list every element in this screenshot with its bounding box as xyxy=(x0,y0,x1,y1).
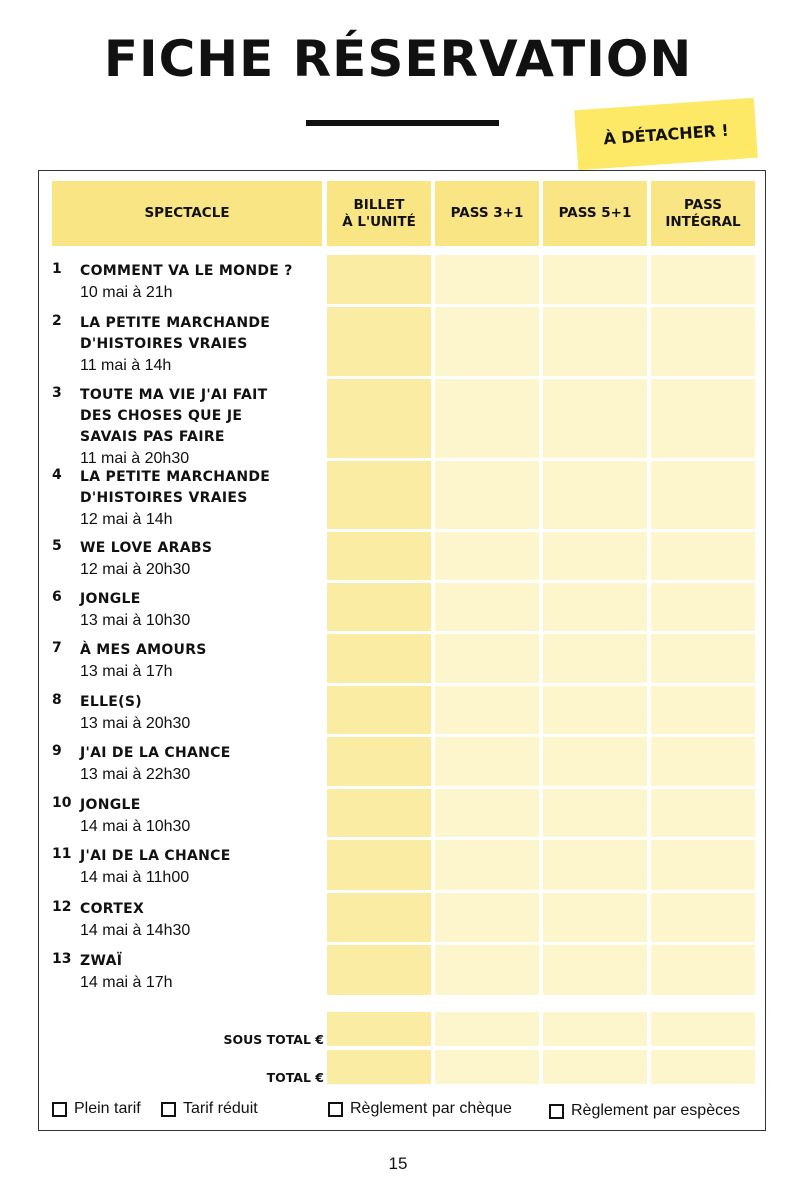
ticket-entry-cell[interactable] xyxy=(327,686,431,734)
show-number: 11 xyxy=(52,846,72,862)
ticket-entry-cell[interactable] xyxy=(327,737,431,786)
show-title: JONGLE xyxy=(80,797,141,813)
ticket-entry-cell[interactable] xyxy=(543,686,647,734)
ticket-entry-cell[interactable] xyxy=(435,461,539,529)
show-date: 10 mai à 21h xyxy=(80,284,173,301)
column-header: BILLET À L'UNITÉ xyxy=(327,181,431,246)
option-label: Plein tarif xyxy=(74,1100,141,1117)
page-title: FICHE RÉSERVATION xyxy=(103,30,693,88)
show-title: CORTEX xyxy=(80,901,145,917)
show-number: 13 xyxy=(52,951,72,967)
ticket-entry-cell[interactable] xyxy=(327,634,431,683)
ticket-entry-cell[interactable] xyxy=(543,532,647,580)
ticket-entry-cell[interactable] xyxy=(651,840,755,890)
show-date: 14 mai à 10h30 xyxy=(80,818,191,835)
ticket-entry-cell[interactable] xyxy=(543,461,647,529)
checkbox-icon[interactable] xyxy=(161,1102,176,1117)
ticket-entry-cell[interactable] xyxy=(543,945,647,995)
detach-tag: À DÉTACHER ! xyxy=(574,98,758,170)
ticket-entry-cell[interactable] xyxy=(435,307,539,376)
show-number: 12 xyxy=(52,899,72,915)
ticket-entry-cell[interactable] xyxy=(327,532,431,580)
show-date: 14 mai à 17h xyxy=(80,974,173,991)
show-number: 5 xyxy=(52,538,62,554)
show-date: 12 mai à 14h xyxy=(80,511,173,528)
ticket-entry-cell[interactable] xyxy=(543,737,647,786)
show-number: 9 xyxy=(52,743,62,759)
show-title: JONGLE xyxy=(80,591,141,607)
show-date: 13 mai à 10h30 xyxy=(80,612,191,629)
ticket-entry-cell[interactable] xyxy=(435,893,539,942)
ticket-entry-cell[interactable] xyxy=(435,532,539,580)
total-label: TOTAL € xyxy=(266,1070,324,1085)
checkbox-icon[interactable] xyxy=(328,1102,343,1117)
show-date: 12 mai à 20h30 xyxy=(80,561,191,578)
show-number: 4 xyxy=(52,467,62,483)
ticket-entry-cell[interactable] xyxy=(327,893,431,942)
show-number: 1 xyxy=(52,261,62,277)
total-entry-cell[interactable] xyxy=(651,1012,755,1046)
ticket-entry-cell[interactable] xyxy=(327,840,431,890)
ticket-entry-cell[interactable] xyxy=(651,532,755,580)
show-title: LA PETITE MARCHANDE D'HISTOIRES VRAIES xyxy=(80,469,271,506)
show-date: 11 mai à 14h xyxy=(80,357,172,374)
ticket-entry-cell[interactable] xyxy=(651,255,755,304)
ticket-entry-cell[interactable] xyxy=(543,840,647,890)
column-header: PASS INTÉGRAL xyxy=(651,181,755,246)
ticket-entry-cell[interactable] xyxy=(435,789,539,837)
ticket-entry-cell[interactable] xyxy=(327,461,431,529)
ticket-entry-cell[interactable] xyxy=(327,307,431,376)
show-number: 3 xyxy=(52,385,62,401)
ticket-entry-cell[interactable] xyxy=(651,737,755,786)
column-header: PASS 5+1 xyxy=(543,181,647,246)
show-date: 13 mai à 20h30 xyxy=(80,715,191,732)
ticket-entry-cell[interactable] xyxy=(435,945,539,995)
total-entry-cell[interactable] xyxy=(435,1012,539,1046)
ticket-entry-cell[interactable] xyxy=(327,255,431,304)
option-tarif-reduit[interactable] xyxy=(161,1100,258,1118)
option-label: Règlement par espèces xyxy=(571,1102,740,1119)
ticket-entry-cell[interactable] xyxy=(435,379,539,458)
option-label: Tarif réduit xyxy=(183,1100,258,1117)
ticket-entry-cell[interactable] xyxy=(651,945,755,995)
ticket-entry-cell[interactable] xyxy=(435,634,539,683)
ticket-entry-cell[interactable] xyxy=(327,583,431,631)
ticket-entry-cell[interactable] xyxy=(651,461,755,529)
option-label: Règlement par chèque xyxy=(350,1100,512,1117)
show-title: TOUTE MA VIE J'AI FAIT DES CHOSES QUE JE SAVAIS PAS FAIRE xyxy=(80,387,268,445)
ticket-entry-cell[interactable] xyxy=(435,686,539,734)
show-number: 2 xyxy=(52,313,62,329)
show-date: 13 mai à 22h30 xyxy=(80,766,191,783)
ticket-entry-cell[interactable] xyxy=(651,634,755,683)
ticket-entry-cell[interactable] xyxy=(651,686,755,734)
ticket-entry-cell[interactable] xyxy=(435,255,539,304)
show-number: 7 xyxy=(52,640,62,656)
checkbox-icon[interactable] xyxy=(549,1104,564,1119)
ticket-entry-cell[interactable] xyxy=(327,379,431,458)
show-title: COMMENT VA LE MONDE ? xyxy=(80,263,293,279)
ticket-entry-cell[interactable] xyxy=(543,789,647,837)
checkbox-icon[interactable] xyxy=(52,1102,67,1117)
sous-total-label: SOUS TOTAL € xyxy=(223,1032,324,1047)
show-number: 6 xyxy=(52,589,62,605)
total-entry-cell[interactable] xyxy=(435,1050,539,1084)
ticket-entry-cell[interactable] xyxy=(651,379,755,458)
column-header: PASS 3+1 xyxy=(435,181,539,246)
total-entry-cell[interactable] xyxy=(327,1012,431,1046)
ticket-entry-cell[interactable] xyxy=(543,634,647,683)
ticket-entry-cell[interactable] xyxy=(651,583,755,631)
show-title: ELLE(S) xyxy=(80,694,142,710)
show-number: 10 xyxy=(52,795,72,811)
option-plein-tarif[interactable] xyxy=(52,1100,141,1118)
option-reglement-especes[interactable] xyxy=(549,1102,740,1120)
ticket-entry-cell[interactable] xyxy=(651,307,755,376)
show-date: 14 mai à 11h00 xyxy=(80,869,190,886)
ticket-entry-cell[interactable] xyxy=(543,893,647,942)
total-entry-cell[interactable] xyxy=(543,1012,647,1046)
ticket-entry-cell[interactable] xyxy=(543,583,647,631)
show-date: 14 mai à 14h30 xyxy=(80,922,191,939)
ticket-entry-cell[interactable] xyxy=(543,379,647,458)
ticket-entry-cell[interactable] xyxy=(327,945,431,995)
show-title: ZWAÏ xyxy=(80,953,123,969)
ticket-entry-cell[interactable] xyxy=(651,893,755,942)
ticket-entry-cell[interactable] xyxy=(543,255,647,304)
total-entry-cell[interactable] xyxy=(543,1050,647,1084)
total-entry-cell[interactable] xyxy=(651,1050,755,1084)
show-date: 13 mai à 17h xyxy=(80,663,173,680)
page-number: 15 xyxy=(388,1154,408,1173)
ticket-entry-cell[interactable] xyxy=(435,840,539,890)
show-title: WE LOVE ARABS xyxy=(80,540,213,556)
ticket-entry-cell[interactable] xyxy=(543,307,647,376)
ticket-entry-cell[interactable] xyxy=(435,583,539,631)
column-header: SPECTACLE xyxy=(52,181,322,246)
show-number: 8 xyxy=(52,692,62,708)
show-title: J'AI DE LA CHANCE xyxy=(80,848,231,864)
total-entry-cell[interactable] xyxy=(327,1050,431,1084)
show-title: À MES AMOURS xyxy=(80,642,207,658)
show-title: LA PETITE MARCHANDE D'HISTOIRES VRAIES xyxy=(80,315,271,352)
show-title: J'AI DE LA CHANCE xyxy=(80,745,231,761)
title-underline xyxy=(306,120,499,126)
ticket-entry-cell[interactable] xyxy=(327,789,431,837)
ticket-entry-cell[interactable] xyxy=(435,737,539,786)
ticket-entry-cell[interactable] xyxy=(651,789,755,837)
option-reglement-cheque[interactable] xyxy=(328,1100,512,1118)
show-date: 11 mai à 20h30 xyxy=(80,450,190,467)
